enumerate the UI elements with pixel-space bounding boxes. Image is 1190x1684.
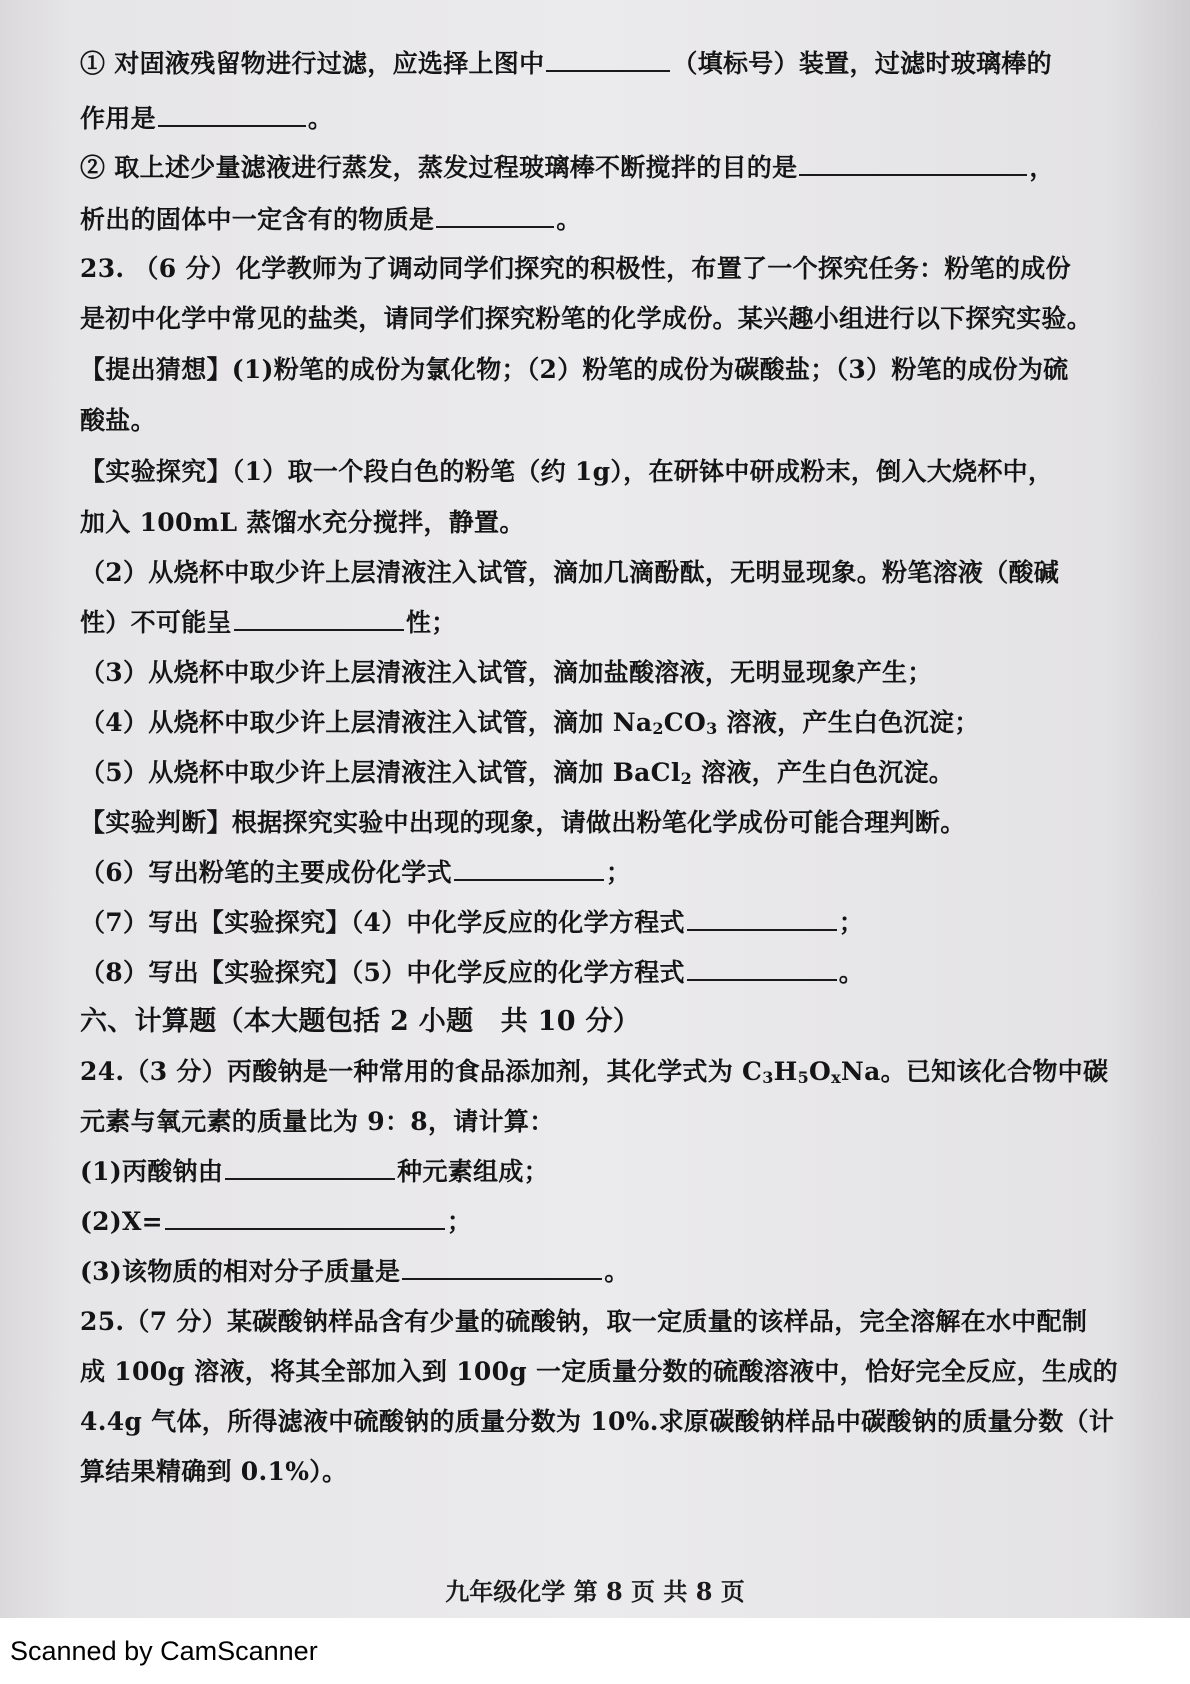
question-23-item-8: （8）写出【实验探究】（5）中化学反应的化学方程式 。	[80, 958, 865, 987]
question-22-part2-line2: 析出的固体中一定含有的物质是 。	[80, 205, 582, 234]
answer-blank	[436, 206, 554, 228]
experiment-step-2-line2: 性）不可能呈 性；	[80, 608, 457, 637]
page-footer: 九年级化学 第 8 页 共 8 页	[445, 1577, 745, 1606]
hypothesis-line2: 酸盐。	[80, 406, 156, 435]
question-24-item-1: (1)丙酸钠由 种元素组成；	[80, 1157, 549, 1186]
answer-blank	[799, 154, 1027, 176]
experiment-step-2: （2）从烧杯中取少许上层清液注入试管，滴加几滴酚酞，无明显现象。粉笔溶液（酸碱	[80, 558, 1060, 587]
question-24-stem-line2: 元素与氧元素的质量比为 9：8，请计算：	[80, 1107, 555, 1136]
answer-blank	[225, 1158, 395, 1180]
question-23-item-7: （7）写出【实验探究】（4）中化学反应的化学方程式 ；	[80, 908, 865, 937]
answer-blank	[687, 909, 837, 931]
hypothesis-line: 【提出猜想】(1)粉笔的成份为氯化物；（2）粉笔的成份为碳酸盐；（3）粉笔的成份为硫	[80, 355, 1069, 384]
camscanner-watermark: Scanned by CamScanner	[10, 1636, 318, 1666]
question-22-part2-line: ② 取上述少量滤液进行蒸发，蒸发过程玻璃棒不断搅拌的目的是 ，	[80, 153, 1055, 182]
answer-blank	[234, 609, 404, 631]
question-25-stem-line4: 算结果精确到 0.1%）。	[80, 1457, 348, 1486]
section-heading-calculation: 六、计算题（本大题包括 2 小题 共 10 分）	[80, 1006, 641, 1037]
question-22-part1-line: ① 对固液残留物进行过滤，应选择上图中 （填标号）装置，过滤时玻璃棒的	[80, 49, 1052, 78]
question-25-stem-line2: 成 100g 溶液，将其全部加入到 100g 一定质量分数的硫酸溶液中，恰好完全反应，生成的	[80, 1357, 1118, 1386]
experiment-step-3: （3）从烧杯中取少许上层清液注入试管，滴加盐酸溶液，无明显现象产生；	[80, 658, 933, 687]
question-24-item-3: (3)该物质的相对分子质量是 。	[80, 1257, 630, 1286]
judgement-line: 【实验判断】根据探究实验中出现的现象，请做出粉笔化学成份可能合理判断。	[80, 808, 966, 837]
answer-blank	[454, 859, 604, 881]
question-25-stem: 25.（7 分）某碳酸钠样品含有少量的硫酸钠，取一定质量的该样品，完全溶解在水中配制	[80, 1307, 1088, 1336]
question-24-item-2: (2)X= ；	[80, 1207, 473, 1236]
experiment-step-4: （4）从烧杯中取少许上层清液注入试管，滴加 $Na_2CO_3$ 溶液，产生白色沉淀；	[80, 708, 980, 738]
question-23-stem-line2: 是初中化学中常见的盐类，请同学们探究粉笔的化学成份。某兴趣小组进行以下探究实验。	[80, 304, 1093, 333]
answer-blank	[402, 1258, 602, 1280]
experiment-step-1-line2: 加入 100mL 蒸馏水充分搅拌，静置。	[80, 508, 525, 537]
answer-blank	[165, 1208, 445, 1230]
question-23-stem: 23. （6 分）化学教师为了调动同学们探究的积极性，布置了一个探究任务：粉笔的成份	[80, 254, 1071, 283]
experiment-step-1: 【实验探究】（1）取一个段白色的粉笔（约 1g），在研钵中研成粉末，倒入大烧杯中，	[80, 457, 1054, 486]
answer-blank	[546, 50, 670, 72]
question-24-stem: 24.（3 分）丙酸钠是一种常用的食品添加剂，其化学式为 $C_3H_5O_xNa$。已知该化合物中碳	[80, 1057, 1109, 1087]
question-25-stem-line3: 4.4g 气体，所得滤液中硫酸钠的质量分数为 10%.求原碳酸钠样品中碳酸钠的质量分数（计	[80, 1407, 1115, 1436]
question-22-part1-line2: 作用是 。	[80, 104, 334, 133]
answer-blank	[158, 105, 306, 127]
answer-blank	[687, 959, 837, 981]
question-23-item-6: （6）写出粉笔的主要成份化学式 ；	[80, 858, 632, 887]
experiment-step-5: （5）从烧杯中取少许上层清液注入试管，滴加 BaCl$_2$ 溶液，产生白色沉淀。	[80, 758, 955, 788]
